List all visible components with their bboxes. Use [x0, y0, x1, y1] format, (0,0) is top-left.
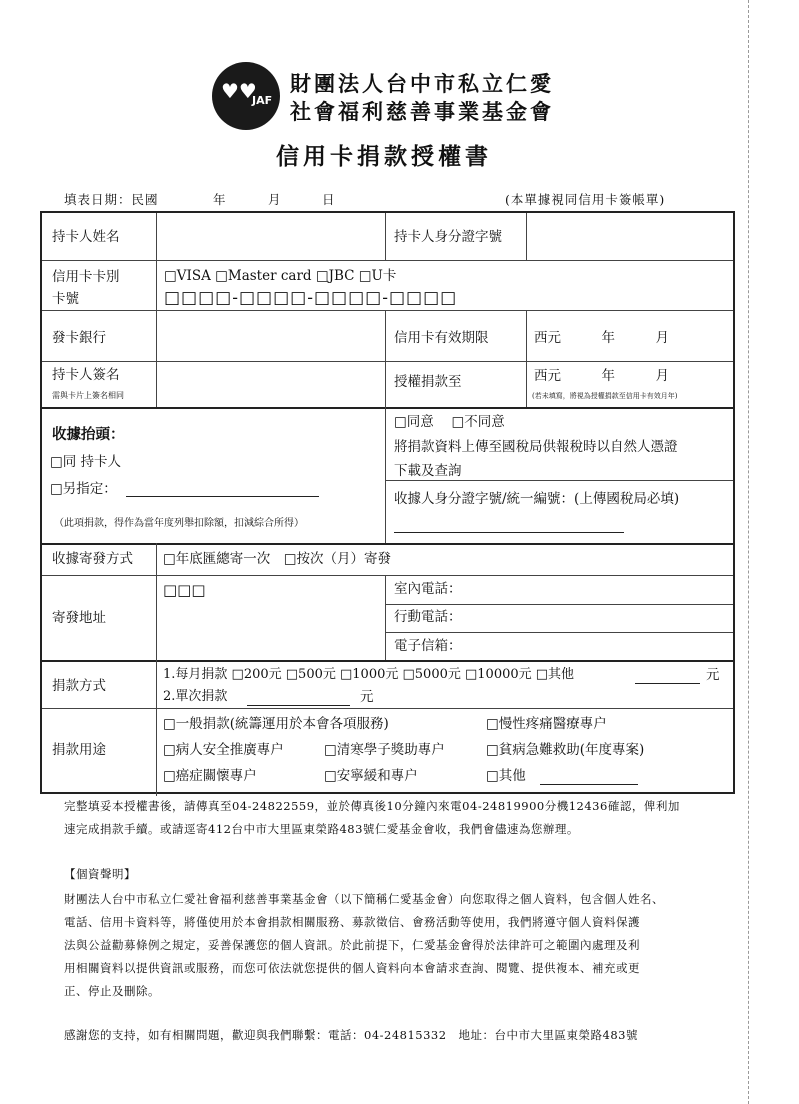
privacy-line: 法與公益勸募條例之規定，妥善保護您的個人資訊。於此前提下，仁愛基金會得於法律許可之範圍內處理及利: [64, 938, 640, 952]
purpose-hospice[interactable]: □安寧緩和專户: [324, 768, 418, 784]
signature-label: 持卡人簽名: [52, 367, 120, 383]
privacy-heading: 【個資聲明】: [64, 867, 136, 881]
fill-date-month: 月: [268, 192, 282, 207]
receipt-mailing-options[interactable]: □年底匯總寄一次 □按次（月）寄發: [163, 551, 392, 567]
mobile-label: 行動電話：: [394, 609, 462, 625]
purpose-other[interactable]: □其他: [486, 768, 526, 784]
page-title: 信用卡捐款授權書: [276, 143, 492, 170]
purpose-patient-safety[interactable]: □病人安全推廣專户: [163, 742, 284, 758]
consent-options[interactable]: □同意 □不同意: [394, 414, 505, 430]
hearts-icon: ♥♥: [221, 79, 257, 103]
contact-footer: 感謝您的支持，如有相關問題，歡迎與我們聯繫：電話：04-24815332 地址：台中市大里區東榮路483號: [64, 1028, 638, 1042]
privacy-line: 正、停止及刪除。: [64, 984, 160, 998]
receipt-other-option[interactable]: □另指定：: [50, 481, 117, 497]
privacy-line: 財團法人台中市私立仁愛社會福利慈善事業基金會（以下簡稱仁愛基金會）向您取得之個人資料，包含個人姓名、: [64, 892, 664, 906]
instructions-line2: 速完成捐款手續。或請逕寄412台中市大里區東榮路483號仁愛基金會收，我們會儘速為您辦理。: [64, 822, 579, 836]
fill-date-label: 填表日期：民國: [64, 192, 159, 207]
monthly-donation-options[interactable]: 1.每月捐款 □200元 □500元 □1000元 □5000元 □10000元 □其他: [163, 667, 575, 682]
receipt-note: (本單據視同信用卡簽帳單): [505, 192, 666, 207]
issuing-bank-label: 發卡銀行: [52, 330, 106, 346]
instructions-line1: 完整填妥本授權書後，請傳真至04-24822559，並於傳真後10分鐘內來電04-24819900分機12436確認，俾利加: [64, 799, 680, 813]
expiry-value[interactable]: 西元 年 月: [534, 330, 669, 346]
org-name-line1: 財團法人台中市私立仁愛: [290, 72, 554, 96]
expiry-label: 信用卡有效期限: [394, 330, 489, 346]
card-number-boxes[interactable]: □□□□-□□□□-□□□□-□□□□: [164, 288, 458, 308]
receipt-id-label: 收據人身分證字號/統一編號：(上傳國稅局必填): [394, 491, 680, 507]
tax-deduction-note: （此項捐款，得作為當年度列舉扣除額，扣減綜合所得）: [54, 518, 304, 529]
donation-method-label: 捐款方式: [52, 678, 106, 694]
consent-text-line1: 將捐款資料上傳至國稅局供報稅時以自然人憑證: [394, 439, 678, 455]
purpose-general[interactable]: □一般捐款(統籌運用於本會各項服務): [163, 716, 389, 732]
donation-purpose-label: 捐款用途: [52, 742, 106, 758]
privacy-line: 電話、信用卡資料等，將僅使用於本會捐款相關服務、募款徵信、會務活動等使用，我們將遵守個人資料保護: [64, 915, 640, 929]
authorize-until-value[interactable]: 西元 年 月: [534, 368, 669, 384]
phone-label: 室內電話：: [394, 581, 462, 597]
cardholder-id-label: 持卡人身分證字號: [394, 229, 502, 245]
cardholder-name-label: 持卡人姓名: [52, 229, 120, 245]
single-unit: 元: [360, 689, 374, 705]
monthly-unit: 元: [706, 667, 720, 683]
consent-text-line2: 下載及查詢: [394, 463, 462, 479]
card-type-options[interactable]: □VISA □Master card □JBC □U卡: [164, 268, 397, 284]
mailing-address-label: 寄發地址: [52, 610, 106, 626]
single-donation-label: 2.單次捐款: [163, 689, 228, 704]
purpose-scholarship[interactable]: □清寒學子獎助專户: [324, 742, 445, 758]
purpose-cancer-care[interactable]: □癌症關懷專户: [163, 768, 257, 784]
org-name-line2: 社會福利慈善事業基金會: [290, 100, 554, 124]
receipt-title-label: 收據抬頭：: [52, 426, 125, 443]
authorization-form: [40, 211, 735, 794]
postcode-boxes[interactable]: □□□: [163, 581, 206, 599]
fill-date-day: 日: [322, 192, 336, 207]
email-label: 電子信箱：: [394, 638, 462, 654]
privacy-line: 用相關資料以提供資訊或服務，而您可依法就您提供的個人資料向本會請求查詢、閱覽、提供複本、補充或更: [64, 961, 640, 975]
foundation-logo: [212, 62, 280, 130]
receipt-mailing-label: 收據寄發方式: [52, 551, 133, 567]
authorize-until-label: 授權捐款至: [394, 374, 462, 390]
purpose-emergency-aid[interactable]: □貧病急難救助(年度專案): [486, 742, 645, 758]
authorize-note: (若未填寫，將視為授權捐款至信用卡有效月年): [532, 392, 678, 400]
card-number-label: 卡號: [52, 291, 79, 307]
card-type-label: 信用卡卡別: [52, 269, 120, 285]
receipt-same-option[interactable]: □同 持卡人: [50, 454, 122, 470]
page-edge-dashed-line: [748, 0, 749, 1104]
fill-date-year: 年: [213, 192, 227, 207]
purpose-chronic-pain[interactable]: □慢性疼痛醫療專户: [486, 716, 607, 732]
logo-text: JAF: [252, 94, 273, 107]
signature-note: 需與卡片上簽名相同: [52, 391, 124, 400]
